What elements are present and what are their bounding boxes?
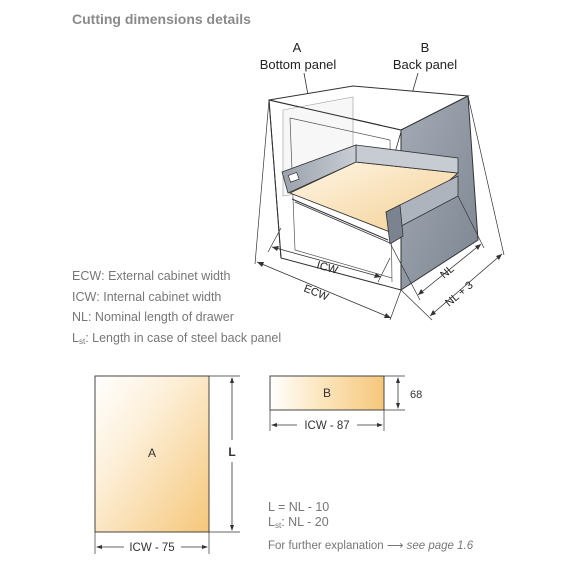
page-reference-link[interactable]: see page 1.6 xyxy=(403,540,474,552)
panel-b-drawing xyxy=(270,376,422,432)
panel-a-height-dim: L xyxy=(228,445,236,459)
label-a-letter: A xyxy=(292,40,302,55)
legend-item-nl: NL: Nominal length of drawer xyxy=(72,310,234,324)
panel-a-drawing xyxy=(95,376,240,554)
further-explanation: For further explanation ⟶ see page 1.6 xyxy=(268,540,474,552)
arrow-icon: ⟶ xyxy=(386,540,404,552)
panel-a-letter: A xyxy=(147,446,157,460)
formula-lst: $L_{st}$: NL - 20 xyxy=(268,515,329,530)
legend-item-ecw: ECW: External cabinet width xyxy=(72,269,231,283)
panel-b-letter: B xyxy=(322,386,332,400)
nl-label: NL xyxy=(438,263,457,282)
ecw-label: ECW xyxy=(301,282,331,304)
nl-plus-label: NL + 3 xyxy=(443,279,476,310)
panel-a-width-dim: ICW - 75 xyxy=(129,542,175,554)
page-title: Cutting dimensions details xyxy=(72,11,251,27)
label-b-name: Back panel xyxy=(392,57,458,72)
formulas xyxy=(268,500,329,533)
legend-item-icw: ICW: Internal cabinet width xyxy=(72,289,222,304)
legend-item-lst: $L_{st}$: Length in case of steel back panel xyxy=(72,330,282,346)
label-a-name: Bottom panel xyxy=(259,57,337,72)
panel-b-height-dim: 68 xyxy=(410,389,423,401)
label-b-letter: B xyxy=(420,40,430,55)
formula-l: L = NL - 10 xyxy=(268,500,330,514)
panel-b-width-dim: ICW - 87 xyxy=(304,420,350,432)
icw-label: ICW xyxy=(315,259,340,277)
legend xyxy=(72,268,281,350)
